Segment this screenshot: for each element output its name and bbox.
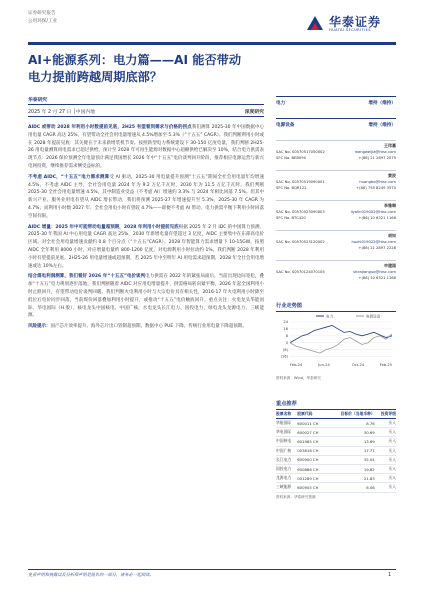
- header-tags: [28, 10, 57, 26]
- table-row: [276, 464, 396, 473]
- rating-row: [276, 96, 396, 118]
- table-cell: 中国核电: [276, 437, 297, 446]
- stock-table-title: 重点推荐: [276, 400, 396, 410]
- sidebar: [276, 96, 396, 290]
- table-cell: 600027 CH: [297, 428, 327, 437]
- table-row: [276, 455, 396, 464]
- analyst-email[interactable]: wangweijia@htsc.com: [354, 150, 396, 154]
- analyst-sfc: SFC No. BTC420: [276, 216, 306, 220]
- x-tick-label: Oct-24: [351, 363, 365, 367]
- table-cell: 买入: [375, 419, 396, 428]
- report-date: 2025 年 2 月 27 日 │中国内地: [28, 110, 95, 115]
- paragraph: [28, 224, 264, 271]
- rating-row: [276, 118, 396, 140]
- paragraph-lead: 风险提示：: [28, 324, 51, 330]
- table-row: [276, 428, 396, 437]
- table-cell: 长江电力: [276, 455, 297, 464]
- paragraph: [28, 273, 264, 320]
- rating-value: 增持（维持）: [368, 101, 396, 106]
- analyst-name: 黄波: [388, 173, 396, 178]
- table-cell: 003816 CH: [297, 446, 327, 455]
- analyst-sac: SAC No. S0570519090001: [276, 180, 325, 184]
- chart-source: 资料来源：Wind，华泰研究: [276, 376, 321, 380]
- paragraph-text: 受 AI 驱动，2025-30 用电量提升预测“十五五”期间全社会用电量年均增速 4.5%，不考虑 AIDC 主导，全社会用电量 2024 年为 9.2 万亿千瓦时，2030 年为 11.5 万亿千瓦时。我们判断 2025-30 全社会用电量增速 4.5%，其中制造业受益（不考虑 AI）增速约 3.3% 与 2024 年相比回落 7.5%。但其中新兴产业、服务业用电有望从 AIDC 增长带动，我们将预测 2025-27 年增速提升至 5.3%，2025-30 年 CAGR 为 4.7%；而利用小时数 2027 年、全社会用电小时有望较 4.7%——即便不考虑 AI 带动，电力供需平衡下利用小时回落空间有限。: [28, 174, 264, 219]
- series-line-1: [290, 325, 392, 342]
- table-cell: 601985 CH: [297, 437, 327, 446]
- table-cell: 001289 CH: [297, 474, 327, 483]
- table-header: 股票代码: [297, 410, 327, 419]
- table-cell: 买入: [375, 474, 396, 483]
- stock-table: [276, 400, 396, 500]
- y-tick-label: 24: [283, 320, 288, 325]
- logo-mark-icon: [305, 14, 325, 32]
- table-cell: 21.83: [327, 474, 375, 483]
- analyst-sac: SAC No. S0570517050002: [276, 150, 325, 154]
- table-cell: 13.69: [327, 437, 375, 446]
- report-tag: 证券研究报告: [28, 11, 56, 16]
- industry-chart: [276, 302, 396, 380]
- analyst-name: 王玮嘉: [384, 143, 396, 148]
- paragraph-lead: 不考虑 AIDC，“十五五”电力需求测算: [28, 174, 110, 180]
- table-cell: 买入: [375, 464, 396, 473]
- legend-label: 电源设备: [366, 314, 381, 319]
- title-line-1: AI+能源系列：电力篇——AI 能否带动: [28, 53, 242, 67]
- analyst-card: [276, 260, 396, 290]
- table-cell: 华能国际: [276, 419, 297, 428]
- table-cell: 中国广核: [276, 446, 297, 455]
- table-cell: 三峡能源: [276, 483, 297, 492]
- y-tick-label: (16): [280, 354, 288, 359]
- paragraph-text: 我们测算 2025-30 年中国数据中心用电量 CAGR 高达 25%，有望带动全社会用电量增速从 4.5%增加至 5.3%（“十五五” CAGR）。我们判断利用小时或在 2028 年提前见底：其关键在于未来新增装机节奏。按照新型电力系统建设下 30-150 亿度电量，我们判断 2H25-26 用电量测算用电需求已超过供给，预计至 2028 年可再生能源对数据中心超额供给已解决至 10%，结合电力供需表现节点：2026 保价预测全年电量预计满足我国增长 2026 年中“十五五”电价谈判回升阶段，推荐相应电源运营与新兴电网投资，继续推荐需求侧受益标的。: [28, 125, 264, 169]
- report-kind: 深度研究: [244, 110, 264, 115]
- logo-cn: 华泰证券: [329, 15, 382, 29]
- analyst-email[interactable]: huzhi019022@htsc.com: [351, 240, 396, 244]
- table-cell: 国投电力: [276, 464, 297, 473]
- y-tick-label: 0: [285, 340, 288, 345]
- analyst-card: [276, 140, 396, 170]
- table-cell: 买入: [375, 455, 396, 464]
- paragraph-text: 电力供需在 2022 年的紧张局面后，当前出现边际宽松，叠加“十五五”电力规划逐步落地，我们判断随着 AIDC 对应用电增量提升，供需格局转向紧平衡，2026 年起全国利用小时止跌回升，有望带动电价谈判回暖。我们判断火电利用小时与大宗电价具有相关性，2016-17 年火电利用小时降至低位后电价同步回落，当前煤价回落叠加利用小时提升，或推动“十五五”电价触底回升。重点关注：火电龙头华能国际、华电国际（H 股），核电龙头中国核电、中国广核，水电龙头长江电力、国投电力，绿电龙头龙源电力、三峡能源。: [28, 274, 265, 319]
- table-cell: 600900 CH: [297, 455, 327, 464]
- report-meta: [28, 92, 264, 118]
- paragraph-text: 国产芯片效率提升、海外芯片出口管制超预期、数据中心 PUE 下降、传统行业用电量下降超预期。: [50, 324, 247, 330]
- table-header: 股票名称: [276, 410, 297, 419]
- analyst-phone: +(86) 10 6321 1166: [358, 276, 396, 280]
- analyst-sac: SAC No. S0570523090003: [276, 210, 325, 214]
- table-cell: 600905 CH: [297, 483, 327, 492]
- table-cell: 8.76: [327, 419, 375, 428]
- analyst-phone: +(86) 21 2897 2228: [358, 246, 396, 250]
- analyst-card: [276, 170, 396, 200]
- paragraph-text: 根据 2025 年 2 月 IDC 的中国算力预测，2025-30 年我国 AI 中心用电量 CAGR 高达 25%，2030 年新增电量有望超过 3 亿度，AIDC 主要集中在东部高电价区域，对全社会用电量增速贡献约 0.8 个百分点（“十五五”CAGR）。2028 年智能算力需求增量下 10-15GW，按照 AIDC 全年利用 8000 小时，对应增量电量约 800-1200 亿度，对电源利用小时拉动约 1%，我们判断 2028 年利用小时有望提前见底。2H25-26 用电量增速或超预期，若 2025 年中至明年 AI 用电需求超预期，2028 年全社会用电增速或达 10%左右。: [28, 224, 264, 269]
- analyst-card: [276, 230, 396, 260]
- table-cell: 买入: [375, 428, 396, 437]
- line-chart: [276, 312, 396, 372]
- table-cell: 买入: [375, 446, 396, 455]
- rating-value: 增持（维持）: [368, 123, 396, 128]
- analyst-email[interactable]: huangbo@htsc.com: [359, 180, 396, 184]
- header-divider: [28, 42, 396, 45]
- table-row: [276, 437, 396, 446]
- x-tick-label: Feb-25: [379, 363, 392, 367]
- sector-tag: 公用环保/工业: [28, 19, 58, 24]
- legend-label: 电力: [326, 314, 334, 319]
- table-cell: 龙源电力: [276, 474, 297, 483]
- table-cell: 600886 CH: [297, 464, 327, 473]
- table-cell: 华电国际: [276, 428, 297, 437]
- analyst-sfc: SFC No. BEB090: [276, 156, 306, 160]
- analyst-sfc: SFC No. BQR122: [276, 186, 307, 190]
- x-tick-label: Jun-24: [318, 363, 330, 367]
- paragraph: [28, 124, 264, 171]
- table-cell: 600011 CH: [297, 419, 327, 428]
- y-tick-label: 8: [285, 334, 288, 339]
- table-row: [276, 483, 396, 492]
- table-cell: 买入: [375, 483, 396, 492]
- table-row: [276, 446, 396, 455]
- series-line-2: [290, 334, 392, 353]
- page-title: [28, 52, 398, 86]
- report-body: [28, 124, 264, 334]
- logo-en: HUATAI SECURITIES: [329, 28, 371, 32]
- analyst-name: 胡知: [388, 233, 396, 238]
- analyst-sac: SAC No. S0570124070105: [276, 270, 325, 274]
- table-cell: 6.06: [327, 483, 375, 492]
- paragraph-lead: AIDC 增量：2025 年中可能带动电量超预期，2028 年利用小时提前见底: [28, 224, 179, 230]
- table-source: 资料来源：华泰研究预测: [276, 494, 316, 499]
- rating-sector: 电源设备: [276, 123, 295, 128]
- meta-divider: [28, 104, 264, 105]
- analyst-email[interactable]: shenjianguo@htsc.com: [353, 270, 396, 274]
- rating-sector: 电力: [276, 101, 286, 106]
- paragraph: [28, 323, 264, 331]
- logo: [305, 12, 415, 36]
- analyst-sac: SAC No. S0570523120002: [276, 240, 325, 244]
- recommendation-table: [276, 410, 396, 493]
- title-line-2: 电力提前跨越周期底部？: [28, 70, 163, 84]
- table-cell: 30.69: [327, 428, 375, 437]
- analyst-card: [276, 200, 396, 230]
- page-number: 1: [388, 572, 392, 578]
- analyst-email[interactable]: liyalin019002@htsc.com: [350, 210, 396, 214]
- analyst-name: 李雅琳: [384, 203, 396, 208]
- paragraph-lead: 结合煤电利润测算，我们看好 2026 年“十五五”电价谈判: [28, 274, 146, 280]
- table-cell: 买入: [375, 437, 396, 446]
- chart-title: 行业走势图: [276, 302, 396, 312]
- table-cell: 35.04: [327, 455, 375, 464]
- paragraph: [28, 174, 264, 221]
- table-cell: 19.62: [327, 464, 375, 473]
- table-header: 投资评级: [375, 410, 396, 419]
- meta-divider-2: [28, 116, 264, 117]
- disclaimer: 免责声明和披露以及分析师声明是报告的一部分，请务必一起阅读。: [28, 572, 154, 577]
- y-tick-label: (8): [282, 347, 288, 352]
- footer-divider: [28, 569, 396, 570]
- table-row: [276, 419, 396, 428]
- paragraph-lead: AIDC 或带动 2028 年利用小时数提前见底，2H25 有望看到需求与价格的拐点: [28, 125, 192, 130]
- table-header: 目标价（当地币种）: [327, 410, 375, 419]
- table-cell: 17.77: [327, 446, 375, 455]
- analyst-phone: +(86) 10 6321 1166: [358, 216, 396, 220]
- analyst-name: 申建国: [384, 263, 396, 268]
- table-row: [276, 474, 396, 483]
- y-tick-label: 16: [283, 327, 288, 332]
- report-source: 华泰研究: [28, 98, 48, 103]
- analyst-phone: +(86) 755 8249 3570: [356, 186, 396, 190]
- analyst-phone: +(86) 21 2897 2079: [358, 156, 396, 160]
- x-tick-label: Feb-24: [290, 363, 303, 367]
